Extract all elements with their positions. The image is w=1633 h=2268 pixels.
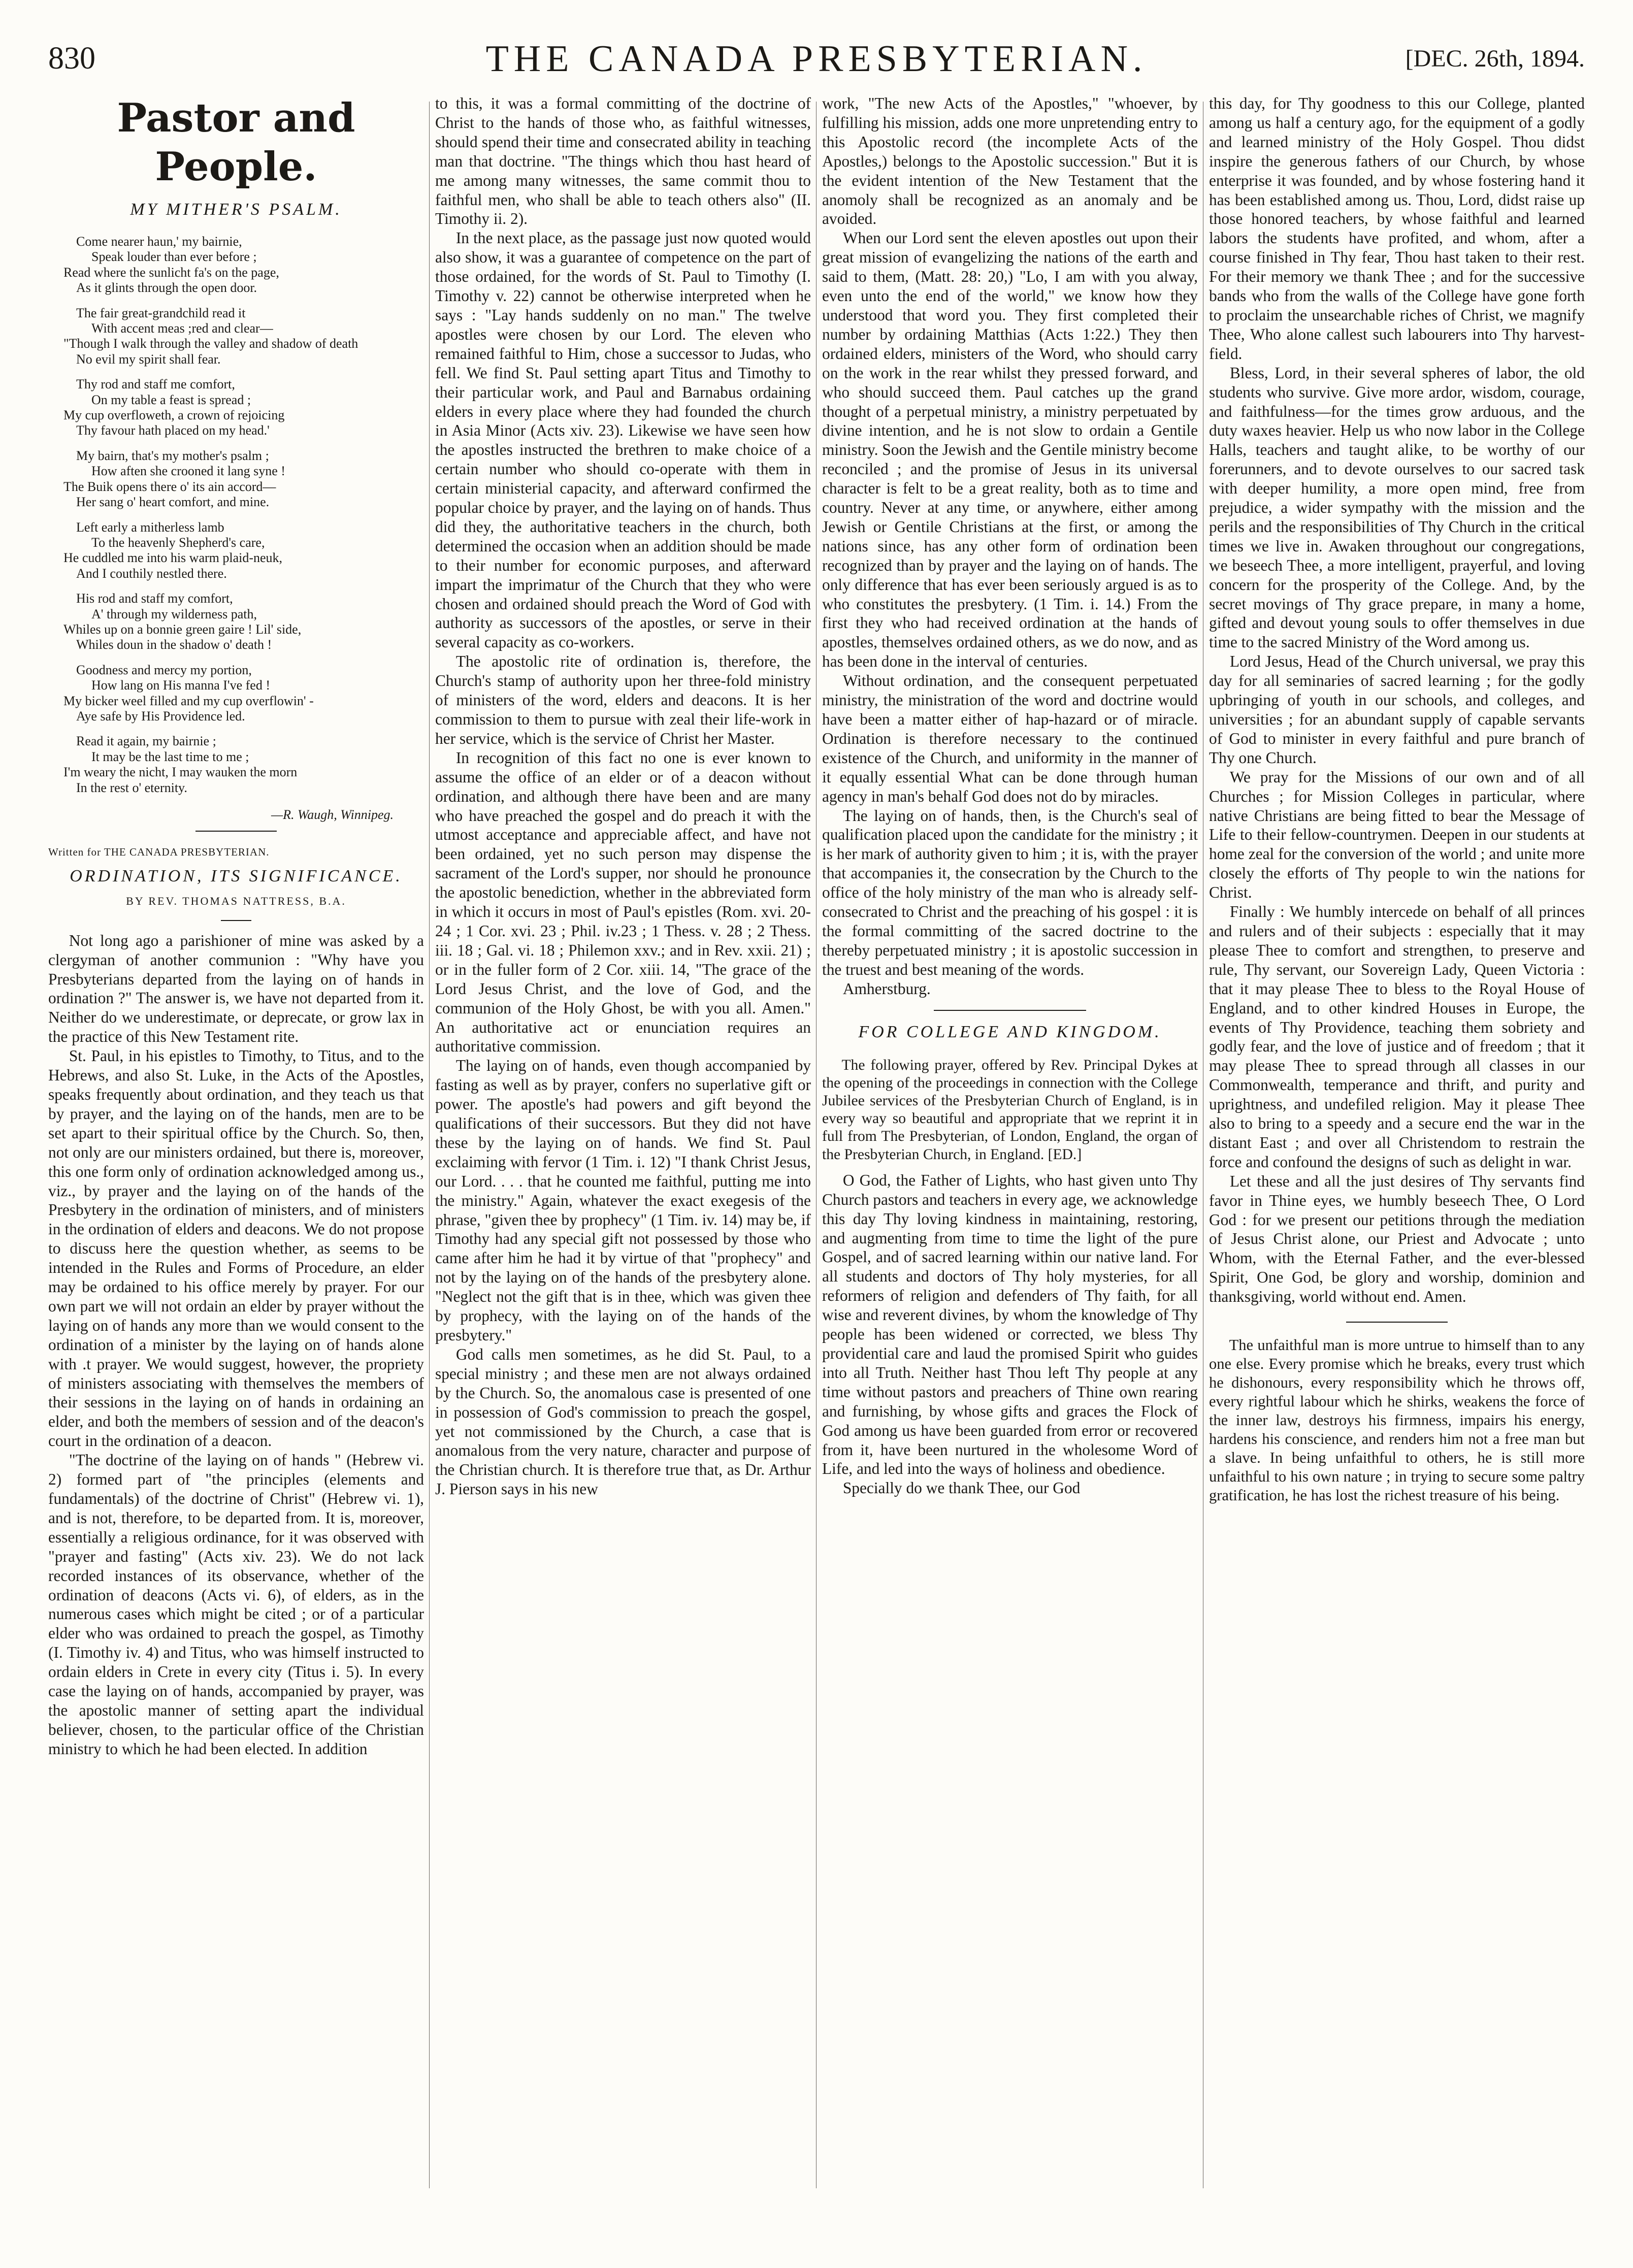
article-title: ORDINATION, ITS SIGNIFICANCE. [70,866,403,885]
poem-line: I'm weary the nicht, I may wauken the morn [63,765,298,780]
paragraph: The laying on of hands, then, is the Church's seal of qualification placed upon the candidate for the ministry ; it is her mark of authority given to him ; it is, with the prayer that accompanies it, the consecration by the Church to the office of the holy ministry of the man who is already self-consecrated to Christ and the preaching of his gospel : it is the formal committing of the sacred doctrine to the thereby perpetuated ministry ; it is apostolic succession in the truest and best meaning of the words. [822,806,1198,978]
poem-line: Whiles doun in the shadow o' death ! [76,637,272,652]
paragraph: Lord Jesus, Head of the Church universal, we pray this day for all seminaries of sacred learning ; for the godly upbringing of youth in our schools, and colleges, and universities ; for an abundant supply of capable servants of God to minister in every faithful and pure branch of Thy one Church. [1209,652,1585,767]
paragraph: In the next place, as the passage just now quoted would also show, it was a guarantee of competence on the part of those ordained, for the words of St. Paul to Timothy (I. Timothy v. 22) cannot be otherwise interpreted when he says : "Lay hands suddenly on no man." The twelve apostles were chosen by our Lord. The eleven who remained faithful to Him, chose a successor to Judas, who fell. We find St. Paul setting apart Titus and Timothy to their particular work, and Paul and Barnabus ordaining elders in every place where they had founded the church in Asia Minor (Acts xiv. 23). Likewise we have seen how the apostles instructed the brethren to make choice of a certain number who should co-operate with them in certain ministerial capacity, and afterward confirmed the popular choice by prayer, and the laying on of hands. Thus did they, the authoritative teachers in the church, both determined the occasion when an addition should be made to their number for economic purposes, and afterward impart the imprimatur of the Church that they who were chosen and ordained should preach the Word of God with authority as successors of the apostles, or serve in their several capacity as co-workers. [435,229,811,651]
poem-line: It may be the last time to me ; [91,749,249,764]
poem-line: A' through my wilderness path, [91,606,257,621]
poem-line: Thy rod and staff me comfort, [76,377,235,392]
poem-line: My bicker weel filled and my cup overflowin' - [63,693,314,708]
ordination-text-col1 [48,931,424,1759]
place-line: Amherstburg. [842,979,931,998]
prayer-text-col3 [822,1171,1198,1498]
paragraph: When our Lord sent the eleven apostles out upon their great mission of evangelizing the nations of the earth and said to them, (Matt. 28: 20,) "Lo, I am with you alway, even unto the end of the world," we know how they understood that word you. They first completed their number by ordaining Matthias (Acts 1:22.) They then ordained elders, ministers of the Word, who should carry on the work in the rear whilst they pressed forward, and who should succeed them. Paul catches up the grand thought of a perpetual ministry, a ministry perpetuated by divine intention, and he is not slow to ordain a Gentile ministry. Soon the Jewish and the Gentile ministry become reconciled ; and the promise of Jesus in its universal character is felt to be a great reality, both as to time and country. Never at any time, or anywhere, either among Jewish or Gentile Christians at the first, or among the nations since, has any other form of ordination been recognized than by prayer and the laying on of hands. The only difference that has ever been seriously argued is as to who constitutes the presbytery. (1 Tim. i. 14.) From the first they who had received ordination at the hands of apostles, themselves ordained others, as we do now, and as has been done in the interval of centuries. [822,229,1198,671]
closing-paragraph: The unfaithful man is more untrue to himself than to any one else. Every promise which he breaks, every trust which he dishonours, every responsibility which he throws off, every rightful labour which he shirks, weakens the force of the inner law, destroys his firmness, impairs his energy, hardens his conscience, and renders him not a free man but a slave. In being unfaithful to others, he is still more unfaithful to his own nature ; in trying to secure some paltry gratification, he has lost the richest treasure of his being. [1209,1336,1585,1504]
prayer-text-col4 [1209,94,1585,1306]
poem-line: The fair great-grandchild read it [76,305,246,320]
poem-line: Thy favour hath placed on my head.' [76,423,270,438]
page-number: 830 [48,41,95,76]
poem-line: My cup overfloweth, a crown of rejoicing [63,408,285,423]
written-for-note: Written for THE CANADA PRESBYTERIAN. [48,845,270,858]
ordination-text-col2 [435,94,811,1499]
masthead: THE CANADA PRESBYTERIAN. [485,38,1148,80]
poem-line: Her sang o' heart comfort, and mine. [76,495,270,510]
poem-line: With accent meas ;red and clear— [91,321,273,336]
paragraph: this day, for Thy goodness to this our College, planted among us half a century ago, for the equipment of a godly and learned ministry of the Holy Gospel. Thou didst inspire the generous fathers of our Church, by whose enterprise it was founded, and by whose fostering hand it has been established among us. Thou, Lord, didst raise up those honored teachers, by whose faithful and learned labors the students have profited, and whom, after a course finished in Thy fear, Thou hast taken to their rest. For their memory we thank Thee ; and for the successive bands who from the walls of the College have gone forth to proclaim the unsearchable riches of Christ, we magnify Thee, Who alone callest such labourers into Thy harvest-field. [1209,94,1585,363]
poem-line: Read where the sunlicht fa's on the page, [63,265,279,280]
poem-line: Left early a mitherless lamb [76,519,224,535]
paragraph: God calls men sometimes, as he did St. Paul, to a special ministry ; and these men are not always ordained by the Church. So, the anomalous case is presented of one in possession of God's commission to preach the gospel, yet not commissioned by the Church, a case that is anomalous from the very nature, character and purpose of the Christian church. It is therefore true that, as Dr. Arthur J. Pierson says in his new [435,1345,811,1498]
paragraph: work, "The new Acts of the Apostles," "whoever, by fulfilling his mission, adds one more unpretending entry to this Apostolic record (the incomplete Acts of the Apostles,) belongs to the Apostolic succession." But it is the evident intention of the New Testament that the anomoly shall be recognized as an anomaly and be avoided. [822,94,1198,228]
poem-line: Whiles up on a bonnie green gaire ! Lil' side, [63,621,302,637]
paragraph: Not long ago a parishioner of mine was asked by a clergyman of another communion : "Why have you Presbyterians departed from the laying on of hands in ordination ?" The answer is, we have not departed from it. Neither do we underestimate, or deprecate, or grow lax in the practice of this New Testament rite. [48,931,424,1046]
poem-stanza [63,448,424,510]
paragraph: St. Paul, in his epistles to Timothy, to Titus, and to the Hebrews, and also St. Luke, in the Acts of the Apostles, speaks frequently about ordination, and they teach us that by prayer, and the laying on of the hands, men are to be set apart to their spiritual office by the Church. So, then, not only are our ministers ordained, but there is, moreover, this one form only of ordination acknowledged among us., viz., by prayer and the laying on of the hands of the Presbytery in the ordination of ministers, and of ministers in the ordination of elders and deacons. We do not propose to discuss here the question whether, as seems to be intended in the Rules and Forms of Procedure, an elder may be ordained to his office merely by prayer. For our own part we will not ordain an elder by prayer without the laying on of hands any more than we would consent to the ordination of a minister by the laying on of hands alone with .t prayer. We would suggest, however, the propriety of ministers associating with themselves the members of their sessions in the laying on of hands in ordaining an elder, and both the members of session and of the deacon's court in the ordination of a deacon. [48,1047,424,1450]
poem-line: On my table a feast is spread ; [91,392,251,407]
paragraph: In recognition of this fact no one is ever known to assume the office of an elder or of a deacon without ordination, and although there have been and are many who have preached the gospel and do preach it with the utmost acceptance and appreciable affect, and have not been ordained, yet no such person may dispense the sacrament of the Lord's supper, nor should he pronounce the apostolic benediction, whether in the abbreviated form in which it occurs in most of Paul's epistles (Rom. xvi. 20-24 ; 1 Cor. xvi. 23 ; Phil. iv.23 ; 1 Thess. v. 28 ; 2 Thess. iii. 18 ; Gal. vi. 18 ; Philemon xxv.; and in Rev. xxii. 21) ; or in the fuller form of 2 Cor. xiii. 14, "The grace of the Lord Jesus Christ, and the love of God, and the communion of the Holy Ghost, be with you all. Amen." An authoritative act or enunciation requires an authoritative commission. [435,748,811,1056]
poem-line: "Though I walk through the valley and shadow of death [63,336,358,351]
poem-stanza [63,234,424,296]
ordination-text-col3 [822,94,1198,979]
poem-body [48,234,424,796]
poem-stanza [63,377,424,439]
poem-line: As it glints through the open door. [76,280,257,295]
poem-line: My bairn, that's my mother's psalm ; [76,448,269,463]
poem-line: To the heavenly Shepherd's care, [91,535,265,550]
prayer-title: FOR COLLEGE AND KINGDOM. [858,1022,1162,1041]
column-1 [48,94,424,2201]
poem-line: His rod and staff my comfort, [76,591,233,606]
poem-line: Come nearer haun,' my bairnie, [76,234,242,249]
byline: BY REV. THOMAS NATTRESS, B.A. [126,894,346,907]
poem-stanza [63,306,424,368]
column-2 [435,94,811,2201]
divider [934,1010,1086,1011]
divider [195,831,277,832]
poem-line: The Buik opens there o' its ain accord— [63,479,276,494]
poem-line: Read it again, my bairnie ; [76,734,216,749]
column-3 [822,94,1198,2201]
page-header [48,36,1585,86]
poem-stanza [63,734,424,796]
paragraph: O God, the Father of Lights, who hast given unto Thy Church pastors and teachers in every age, we acknowledge this day Thy loving kindness in maintaining, restoring, and augmenting from time to time the light of the pure Gospel, and of sacred learning within our native land. For all students and doctors of Thy holy mysteries, for all reformers of religion and defenders of Thy faith, for all wise and reverent divines, by whom the knowledge of Thy people has been widened or corrected, we bless Thy providential care and laud the promised Spirit who guides into all Truth. Neither hast Thou left Thy people at any time without pastors and preachers of Thine own rearing and furnishing, by whose gifts and graces the Flock of God among us have been guarded from error or recovered from it, have been nurtured in the wholesome Word of Life, and led into the ways of holiness and obedience. [822,1171,1198,1478]
paragraph: to this, it was a formal committing of the doctrine of Christ to the hands of those who, as faithful witnesses, should spend their time and consecrated ability in teaching man that doctrine. "The things which thou hast heard of me among many witnesses, the same commit thou to faithful men, who shall be able to teach others also" (II. Timothy ii. 2). [435,94,811,228]
paragraph: The apostolic rite of ordination is, therefore, the Church's stamp of authority upon her three-fold ministry of ministers of the word, elders and deacons. It is her commission to them to pursue with zeal their life-work in her service, which is the service of Christ her Master. [435,652,811,747]
poem-stanza [63,520,424,582]
column-4 [1209,94,1585,2201]
poem-title: MY MITHER'S PSALM. [130,200,342,219]
paragraph: Finally : We humbly intercede on behalf of all princes and rulers and of their subjects : especially that it may please Thee to comfort and strengthen, to preserve and rule, Thy servant, our Sovereign Lady, Queen Victoria : that it may please Thee to bless to the Royal House of England, and to other kindred Houses in Europe, the events of Thy Providence, teaching them sobriety and godly fear, and the love of justice and of freedom ; that it may please Thee to spread through all classes in our Commonwealth, temperance and thrift, and purity and uprightness, and undefiled religion. May it please Thee also to bring to a speedy and a secure end the war in the distant East ; and over all Christendom to restrain the force and confound the designs of such as delight in war. [1209,903,1585,1171]
paragraph: The laying on of hands, even though accompanied by fasting as well as by prayer, confers no superlative gift or power. The apostle's had powers and gift beyond the qualifications of their successors. But they did not have these by the laying on of hands. We find St. Paul exclaiming with fervor (1 Tim. i. 12) "I thank Christ Jesus, our Lord. . . . that he counted me faithful, putting me into the ministry." Again, whatever the exact exegesis of the phrase, "given thee by prophecy" (1 Tim. iv. 14) may be, if Timothy had any special gift not possessed by those who came after him he had it by virtue of that "prophecy" and not by the laying on of the hands of the presbytery alone. "Neglect not the gift that is in thee, which was given thee by prophecy, with the laying on of the hands of the presbytery." [435,1057,811,1344]
divider [221,920,251,921]
poem-line: And I couthily nestled there. [76,566,227,581]
paragraph: Bless, Lord, in their several spheres of labor, the old students who survive. Give more ardor, wisdom, courage, and faithfulness—for the times grow arduous, and the duty waxes heavier. Help us who now labor in the College Halls, teachers and taught alike, to be worthy of our forerunners, and to devote ourselves to our sacred task with deeper humility, a more open mind, free from prejudice, a wider sympathy with the mission and the perils and the responsibilities of Thy Church in the critical times we live in. Awaken throughout our congregations, we beseech Thee, a more intelligent, prayerful, and loving concern for the prosperity of the College. And, by the secret movings of Thy grace prepare, in many a home, gifted and devout young souls to offer themselves in due time to the sacred Ministry of the Word among us. [1209,364,1585,651]
department-heading: Pastor and People. [117,95,355,190]
poem-stanza [63,663,424,725]
poem-line: How lang on His manna I've fed ! [91,678,270,693]
paragraph: Without ordination, and the consequent perpetuated ministry, the ministration of the word and doctrine would have been a matter either of hap-hazard or of miracle. Ordination is therefore necessary to the continued existence of the Church, and uniformity in the manner of it equally essential What can be done through human agency in man's behalf God does not do by miracles. [822,672,1198,805]
poem-line: In the rest o' eternity. [76,780,187,795]
poem-line: Goodness and mercy my portion, [76,662,252,677]
paragraph: Specially do we thank Thee, our God [842,1479,1081,1497]
poem-line: No evil my spirit shall fear. [76,351,221,367]
paragraph: "The doctrine of the laying on of hands " (Hebrew vi. 2) formed part of "the principles (elements and fundamentals) of the doctrine of Christ" (Hebrew vi. 1), and is not, therefore, to be departed from. It is, moreover, essentially a religious ordinance, for it was observed with "prayer and fasting" (Acts xiv. 23). We do not lack recorded instances of its observance, whether of the ordination of deacons (Acts vi. 6), of elders, as in the numerous cases which might be cited ; or of a particular elder who was ordained to preach the gospel, as Timothy (I. Timothy iv. 4) and Titus, who was himself instructed to ordain elders in Crete in every city (Titus i. 5). In every case the laying on of hands, accompanied by prayer, was the apostolic manner of setting apart the individual believer, chosen, to the particular office of the Christian ministry to which he had been elected. In addition [48,1451,424,1758]
issue-date: [DEC. 26th, 1894. [1405,45,1585,72]
poem-stanza [63,591,424,653]
poem-line: Speak louder than ever before ; [91,249,257,265]
paragraph: We pray for the Missions of our own and of all Churches ; for Mission Colleges in particular, where native Christians are being fitted to bear the Message of Life to their fellow-countrymen. Deepen in our students at home zeal for the conversion of the world ; and unite more closely the efforts of Thy people to win the nations for Christ. [1209,768,1585,902]
poem-line: He cuddled me into his warm plaid-neuk, [63,550,283,566]
poem-line: Aye safe by His Providence led. [76,708,245,724]
editor-note: The following prayer, offered by Rev. Principal Dykes at the opening of the proceedings in connection with the College Jubilee services of the Presbyterian Church of England, is in every way so beautiful and appropriate that we reprint it in full from The Presbyterian, of London, England, the organ of the Presbyterian Church, in England. [ED.] [822,1057,1198,1163]
poem-line: How aften she crooned it lang syne ! [91,464,285,479]
paragraph: Let these and all the just desires of Thy servants find favor in Thine eyes, we humbly beseech Thee, O Lord God : for we present our petitions through the mediation of Jesus Christ alone, our Priest and Advocate ; unto Whom, with the Eternal Father, and the ever-blessed Spirit, One God, be glory and worship, dominion and thanksgiving, world without end. Amen. [1209,1172,1585,1306]
article-columns [48,94,1585,2201]
poem-signature: —R. Waugh, Winnipeg. [271,807,394,822]
divider [1346,1322,1448,1323]
